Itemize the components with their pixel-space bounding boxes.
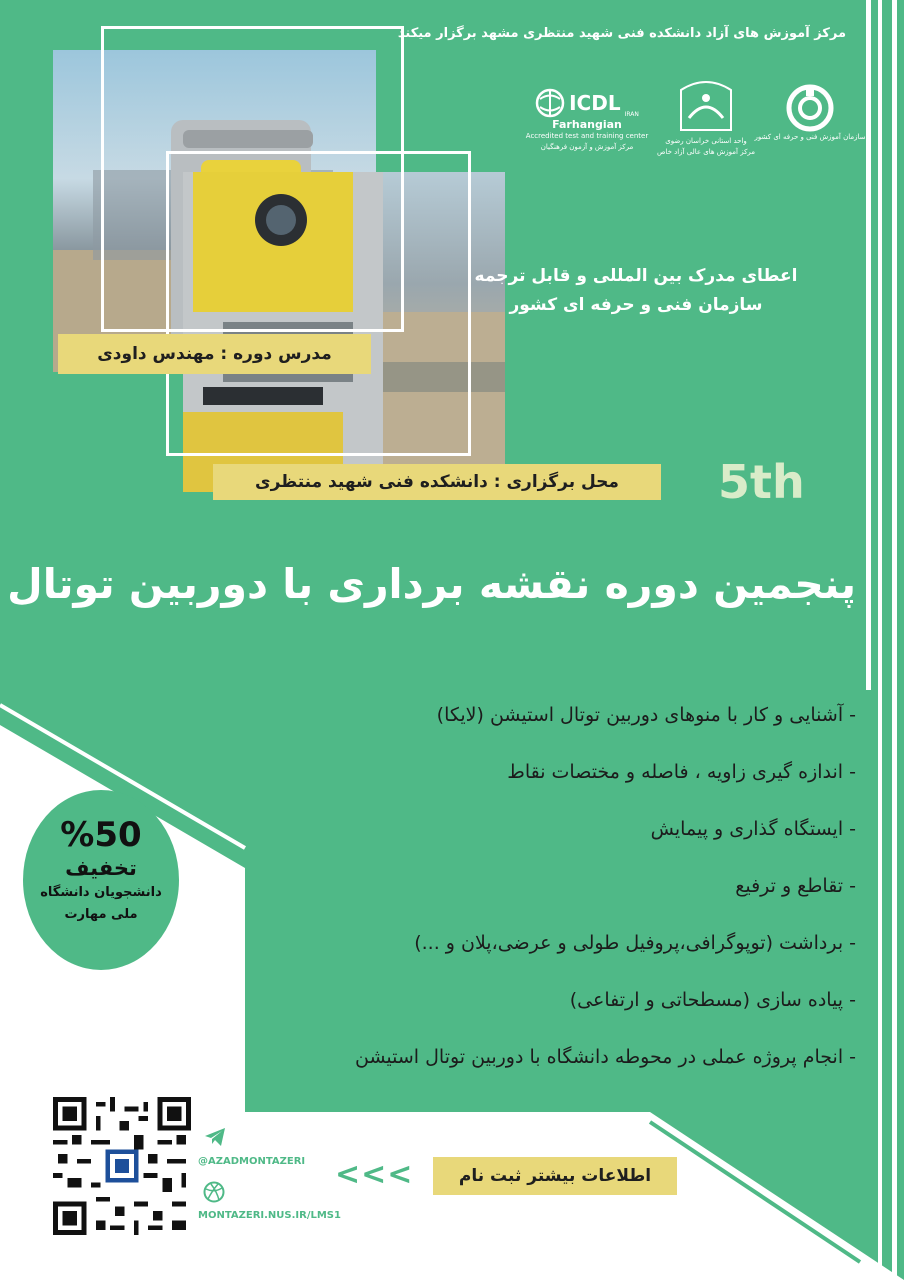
arrows-pointer: <<<: [335, 1157, 414, 1192]
topic-item: - پیاده سازی (مسطحاتی و ارتفاعی): [569, 989, 856, 1011]
discount-percent: %50: [60, 815, 142, 855]
certificate-line-1: اعطای مدرک بین المللی و قابل ترجمه: [474, 266, 798, 286]
certificate-note: [456, 262, 816, 320]
edition-badge: 5th: [718, 455, 805, 509]
icdl-caption-2: مرکز آموزش و آزمون فرهنگیان: [540, 143, 634, 151]
topic-item: - انجام پروژه عملی در محوطه دانشگاه با دوربین توتال استیشن: [354, 1046, 856, 1068]
organizer-note: مرکز آموزش های آزاد دانشکده فنی شهید منتظری مشهد برگزار میکند: [397, 26, 846, 41]
photo-frame-inner: [166, 151, 471, 456]
university-logo: [656, 76, 756, 158]
topic-item: - آشنایی و کار با منوهای دوربین توتال استیشن (لایکا): [436, 704, 856, 726]
instructor-label: مدرس دوره : مهندس داودی: [58, 334, 371, 374]
qr-code[interactable]: [53, 1097, 191, 1235]
telegram-handle[interactable]: @AZADMONTAZERI: [198, 1156, 306, 1167]
course-title: پنجمین دوره نقشه برداری با دوربین توتال: [7, 560, 856, 608]
icdl-caption-1: Accredited test and training center: [525, 132, 649, 140]
discount-badge: [23, 790, 179, 970]
dribbble-globe-icon[interactable]: [203, 1181, 225, 1203]
icdl-country: IRAN: [624, 111, 639, 118]
university-caption-2: مرکز آموزش های عالی آزاد خاص: [656, 148, 756, 156]
website-link[interactable]: MONTAZERI.NUS.IR/LMS1: [198, 1210, 341, 1221]
deco-line: [892, 0, 897, 1280]
discount-audience-2: ملی مهارت: [64, 907, 138, 922]
discount-audience-1: دانشجویان دانشگاه: [40, 885, 162, 900]
certificate-line-2: سازمان فنی و حرفه ای کشور: [509, 295, 763, 315]
topic-item: - اندازه گیری زاویه ، فاصله و مختصات نقاط: [507, 761, 856, 783]
icdl-globe-icon: [535, 88, 565, 118]
topic-item: - ایستگاه گذاری و پیمایش: [650, 818, 856, 840]
topic-item: - تقاطع و ترفیع: [735, 875, 856, 897]
icdl-logo: [522, 88, 652, 153]
tvto-logo: [754, 84, 866, 143]
icdl-name: ICDL: [569, 91, 621, 115]
icdl-brand: Farhangian: [552, 118, 622, 131]
venue-label: محل برگزاری : دانشکده فنی شهید منتظری: [213, 464, 661, 500]
university-emblem-icon: [675, 76, 737, 136]
tvto-caption: سازمان آموزش فنی و حرفه ای کشور: [754, 133, 866, 141]
register-info-button[interactable]: اطلاعات بیشتر ثبت نام: [433, 1157, 677, 1195]
topics-list: [236, 698, 856, 1097]
university-caption-1: واحد استانی خراسان رضوی: [665, 137, 747, 145]
deco-line: [866, 0, 871, 690]
deco-line: [878, 0, 882, 1280]
topic-item: - برداشت (توپوگرافی،پروفیل طولی و عرضی،پلان و ...): [414, 932, 856, 954]
discount-label: تخفیف: [65, 856, 137, 880]
telegram-icon[interactable]: [204, 1127, 226, 1147]
tvto-emblem-icon: [786, 84, 834, 132]
